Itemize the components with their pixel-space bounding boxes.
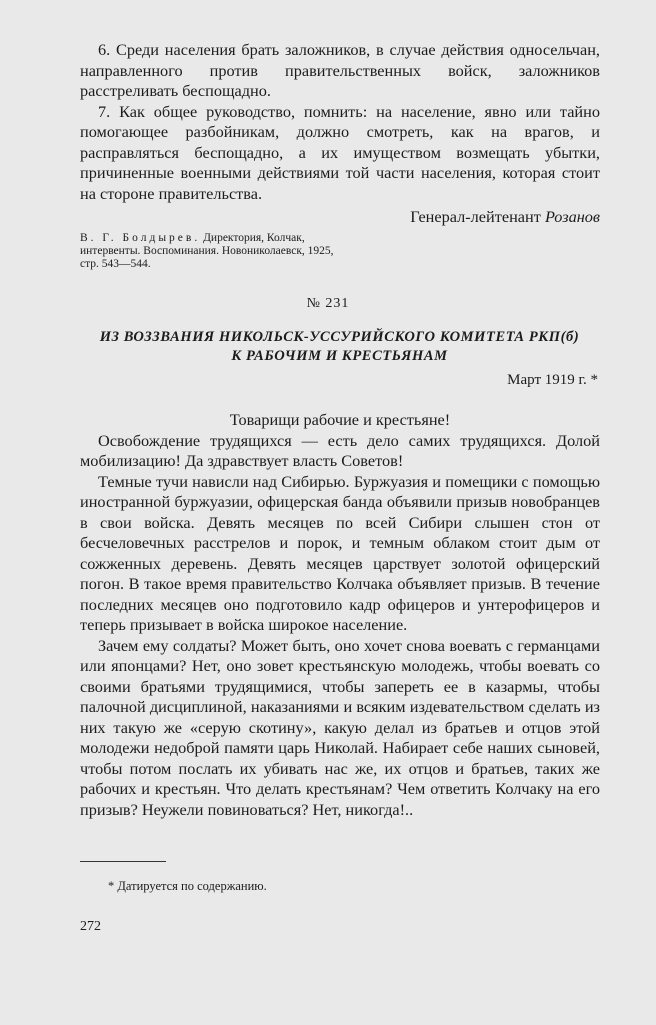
- top-paragraphs: [80, 40, 600, 204]
- appeal-paragraph-3: Зачем ему солдаты? Может быть, оно хочет снова воевать с германцами или японцами? Нет, оно зовет крестьянскую молодежь, чтобы воевать со своими братьями трудящимися, чтобы запереть ее в казармы, чтобы палочной дисциплиной, наказаниями и всяким издевательством сделать из них такую же «серую скотину», какую делал из братьев и отцов этой молодежи недоброй памяти царь Николай. Набирает себе наших сыновей, чтобы потом послать их убивать нас же, их отцов и братьев, таких же рабочих и крестьян. Что делать крестьянам? Чем ответить Колчаку на его призыв? Неужели повиноваться? Нет, никогда!..: [80, 635, 600, 819]
- signature-title: Генерал-лейтенант: [410, 207, 541, 226]
- appeal-body: [80, 410, 600, 820]
- footnote: * Датируется по содержанию.: [108, 879, 267, 893]
- heading-line-2: К РАБОЧИМ И КРЕСТЬЯНАМ: [231, 348, 448, 364]
- document-date: Март 1919 г. *: [507, 372, 598, 388]
- paragraph-6: 6. Среди населения брать заложников, в случае действия односельчан, направленного против правительственных войск, заложников расстреливать беспощадно.: [80, 40, 600, 100]
- greeting: Товарищи рабочие и крестьяне!: [229, 410, 451, 429]
- document-heading: [72, 328, 607, 366]
- source-reference: [80, 232, 340, 271]
- heading-line-1: ИЗ ВОЗЗВАНИЯ НИКОЛЬСК-УССУРИЙСКОГО КОМИТЕТА РКП(б): [99, 329, 580, 345]
- page-number: 272: [80, 919, 101, 934]
- source-author: В. Г. Болдырев.: [80, 232, 201, 244]
- footnote-divider: [80, 861, 166, 862]
- signature-name: Розанов: [544, 207, 600, 226]
- appeal-paragraph-2: Темные тучи нависли над Сибирью. Буржуазия и помещики с помощью иностранной буржуазии, офицерская банда объявили призыв новобранцев в свои войска. Девять месяцев по всей Сибири слышен стон от бесчеловечных расстрелов и порок, и темным облаком стоит дым от сожженных деревень. Девять месяцев царствует золотой офицерский погон. В такое время правительство Колчака объявляет призыв. В течение последних месяцев оно подготовило кадр офицеров и унтерофицеров и теперь призывает в войска широкое население.: [80, 471, 600, 634]
- paragraph-7: 7. Как общее руководство, помнить: на население, явно или тайно помогающее разбойникам, должно смотреть, как на врагов, и расправляться беспощадно, а их имуществом возмещать убытки, причиненные военными действиями той части населения, которая стоит на стороне правительства.: [80, 101, 600, 203]
- signature: [410, 207, 600, 227]
- document-number: № 231: [306, 296, 350, 311]
- source-text: Директория, Колчак, интервенты. Воспоминания. Новониколаевск, 1925, стр. 543—544.: [80, 232, 334, 270]
- appeal-paragraph-1: Освобождение трудящихся — есть дело самих трудящихся. Долой мобилизацию! Да здравствует власть Советов!: [80, 430, 600, 470]
